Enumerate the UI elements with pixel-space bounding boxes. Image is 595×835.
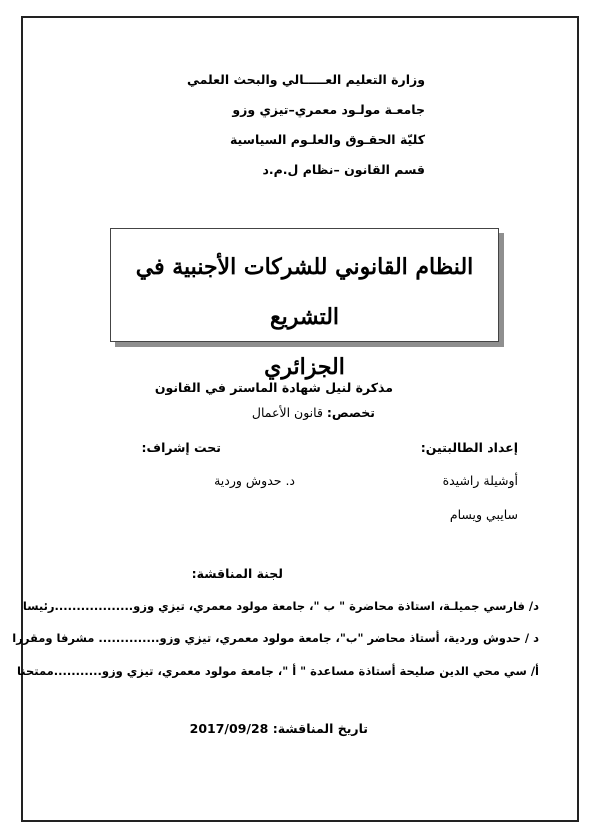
specialty-label: تخصص: xyxy=(326,405,375,420)
thesis-title-line2: الجزائري xyxy=(264,354,345,380)
discussion-date-label: تاريخ المناقشة: xyxy=(268,721,368,736)
ministry-name: وزارة التعليم العـــــالي والبحث العلمي xyxy=(186,72,425,87)
specialty-line xyxy=(252,405,375,420)
faculty-name: كليّة الحقـوق والعلـوم السياسية xyxy=(229,132,425,147)
thesis-title-line1: النظام القانوني للشركات الأجنبية في التشريع xyxy=(135,254,474,330)
thesis-title-box xyxy=(110,228,499,380)
committee-label: لجنة المناقشة: xyxy=(191,566,283,581)
student-name-2: سايبي ويسام xyxy=(449,507,518,522)
students-label: إعداد الطالبتين: xyxy=(420,440,518,455)
committee-member-2: د / حدوش وردية، أستاذ محاضر "ب"، جامعة مولود معمري، تيزي وزو.............. مشرفا ومقررا xyxy=(12,631,539,645)
specialty-value: قانون الأعمال xyxy=(251,405,327,420)
supervisor-name: د. حدوش وردية xyxy=(214,473,295,488)
supervision-label: تحت إشراف: xyxy=(141,440,221,455)
committee-member-1: د/ فارسي جميلـة، استاذة محاضرة " ب "، جامعة مولود معمري، تيزي وزو..................رئيسا xyxy=(22,599,539,613)
department-name: قسم القانون –نظام ل.م.د xyxy=(262,162,425,177)
committee-member-3: أ/ سي محي الدين صليحة أستاذة مساعدة " أ "، جامعة مولود معمري، تيزي وزو...........ممتحنا xyxy=(16,664,539,678)
university-name: جامعـة مولـود معمري–تيزي وزو xyxy=(232,102,425,117)
student-name-1: أوشيلة راشيدة xyxy=(442,473,518,488)
degree-purpose: مذكرة لنيل شهادة الماستر في القانون xyxy=(154,380,393,395)
discussion-date-value: 2017/09/28 xyxy=(189,721,269,736)
discussion-date xyxy=(190,721,368,736)
